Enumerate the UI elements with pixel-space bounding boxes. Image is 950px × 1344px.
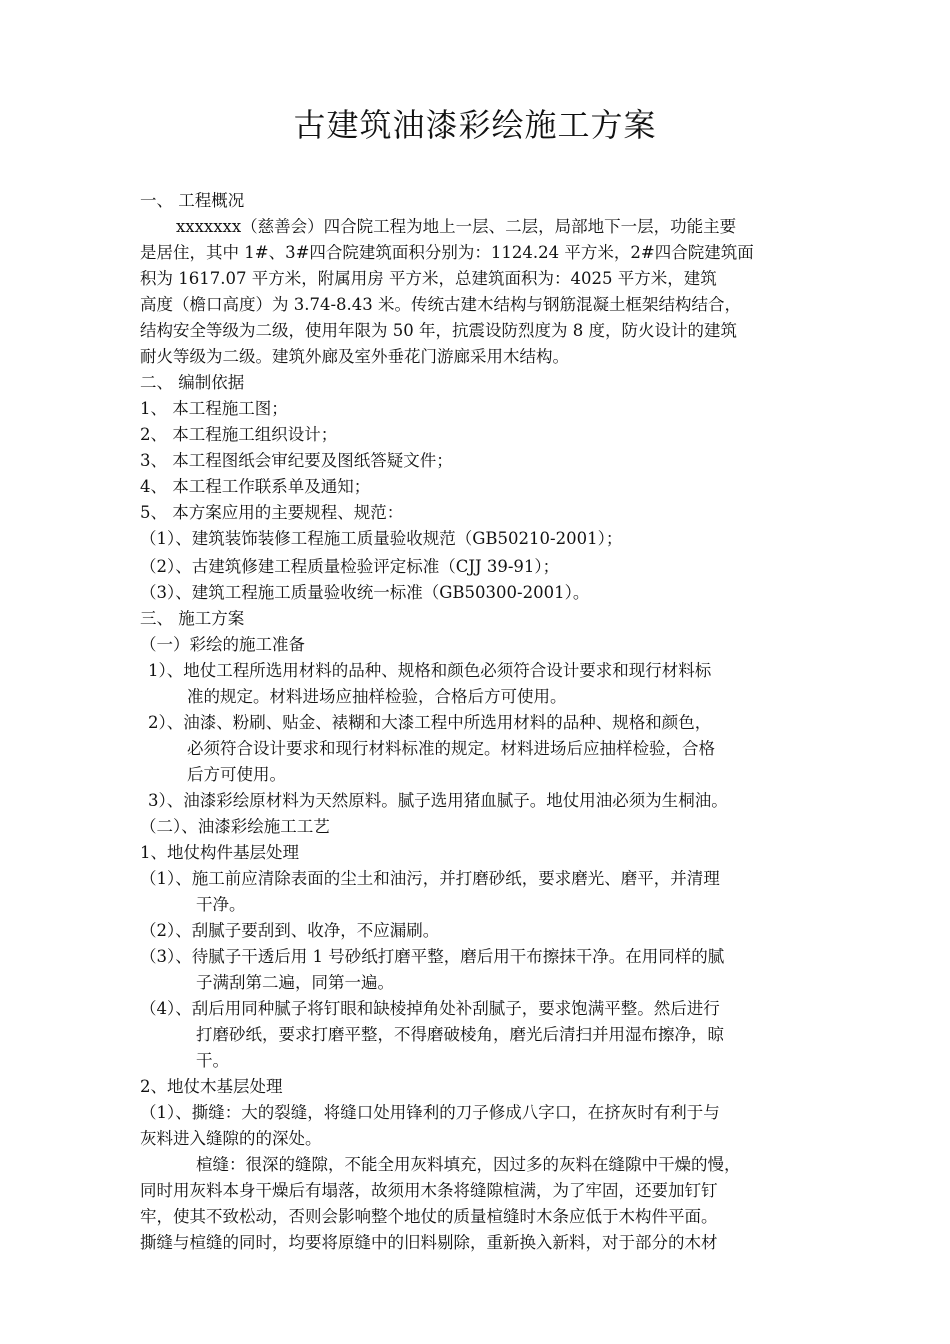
paragraph-line: 楦缝：很深的缝隙，不能全用灰料填充，因过多的灰料在缝隙中干燥的慢，	[196, 1155, 741, 1174]
paragraph-line: 是居住，其中 1#、3#四合院建筑面积分别为：1124.24 平方米，2#四合院建筑面	[140, 243, 754, 262]
list-item: 1）、地仗工程所选用材料的品种、规格和颜色必须符合设计要求和现行材料标	[148, 661, 712, 680]
list-item: 1、 本工程施工图；	[140, 399, 288, 418]
paragraph-line: 撕缝与楦缝的同时，均要将原缝中的旧料剔除，重新换入新料，对于部分的木材	[140, 1233, 718, 1252]
subheading-line: 1、地仗构件基层处理	[140, 843, 299, 862]
paragraph-line: 高度（檐口高度）为 3.74-8.43 米。传统古建木结构与钢筋混凝土框架结构结合，	[140, 295, 742, 314]
list-item: 3）、油漆彩绘原材料为天然原料。腻子选用猪血腻子。地仗用油必须为生桐油。	[148, 791, 728, 810]
list-item: （4）、刮后用同种腻子将钉眼和缺棱掉角处补刮腻子，要求饱满平整。然后进行	[140, 999, 720, 1018]
list-item: （1）、建筑装饰装修工程施工质量验收规范（GB50210-2001）；	[140, 529, 623, 548]
list-item-continuation: 打磨砂纸，要求打磨平整，不得磨破棱角，磨光后清扫并用湿布擦净，晾	[196, 1025, 724, 1044]
list-item: 4、 本工程工作联系单及通知；	[140, 477, 371, 496]
list-item: 2）、油漆、粉刷、贴金、裱糊和大漆工程中所选用材料的品种、规格和颜色，	[148, 713, 712, 732]
list-item: 2、 本工程施工组织设计；	[140, 425, 338, 444]
list-item: （2）、刮腻子要刮到、收净，不应漏刷。	[140, 921, 440, 940]
list-item-continuation: 干净。	[196, 895, 246, 914]
paragraph-line: 耐火等级为二级。建筑外廊及室外垂花门游廊采用木结构。	[140, 347, 569, 366]
paragraph-line: 同时用灰料本身干燥后有塌落，故须用木条将缝隙楦满，为了牢固，还要加钉钉	[140, 1181, 718, 1200]
paragraph-line: 积为 1617.07 平方米，附属用房 平方米，总建筑面积为：4025 平方米，建筑	[140, 269, 717, 288]
heading-line: 三、 施工方案	[140, 609, 245, 628]
list-item-continuation: 干。	[196, 1051, 229, 1070]
document-title: 古建筑油漆彩绘施工方案	[293, 106, 657, 144]
list-item-continuation: 必须符合设计要求和现行材料标准的规定。材料进场后应抽样检验，合格	[187, 739, 715, 758]
heading-line: 一、 工程概况	[140, 191, 245, 210]
list-item: （1）、撕缝：大的裂缝，将缝口处用锋利的刀子修成八字口，在挤灰时有利于与	[140, 1103, 720, 1122]
subheading-line: （一）彩绘的施工准备	[140, 635, 305, 654]
paragraph-line: 结构安全等级为二级，使用年限为 50 年，抗震设防烈度为 8 度，防火设计的建筑	[140, 321, 737, 340]
list-item-continuation: 准的规定。材料进场应抽样检验，合格后方可使用。	[187, 687, 567, 706]
heading-line: 二、 编制依据	[140, 373, 245, 392]
list-item: 3、 本工程图纸会审纪要及图纸答疑文件；	[140, 451, 453, 470]
list-item: （3）、建筑工程施工质量验收统一标准（GB50300-2001）。	[140, 583, 590, 602]
list-item: （1）、施工前应清除表面的尘土和油污，并打磨砂纸，要求磨光、磨平，并清理	[140, 869, 720, 888]
list-item-continuation: 灰料进入缝隙的的深处。	[140, 1129, 322, 1148]
list-item: 5、 本方案应用的主要规程、规范：	[140, 503, 404, 522]
list-item: （3）、待腻子干透后用 1 号砂纸打磨平整，磨后用干布擦抹干净。在用同样的腻	[140, 947, 725, 966]
list-item-continuation: 子满刮第二遍，同第一遍。	[196, 973, 394, 992]
list-item: （2）、古建筑修建工程质量检验评定标准（CJJ 39-91）；	[140, 557, 560, 576]
subheading-line: 2、地仗木基层处理	[140, 1077, 283, 1096]
paragraph-line: xxxxxxx（慈善会）四合院工程为地上一层、二层，局部地下一层，功能主要	[176, 217, 737, 236]
list-item-continuation: 后方可使用。	[187, 765, 286, 784]
subheading-line: （二）、油漆彩绘施工工艺	[140, 817, 330, 836]
paragraph-line: 牢，使其不致松动，否则会影响整个地仗的质量楦缝时木条应低于木构件平面。	[140, 1207, 718, 1226]
